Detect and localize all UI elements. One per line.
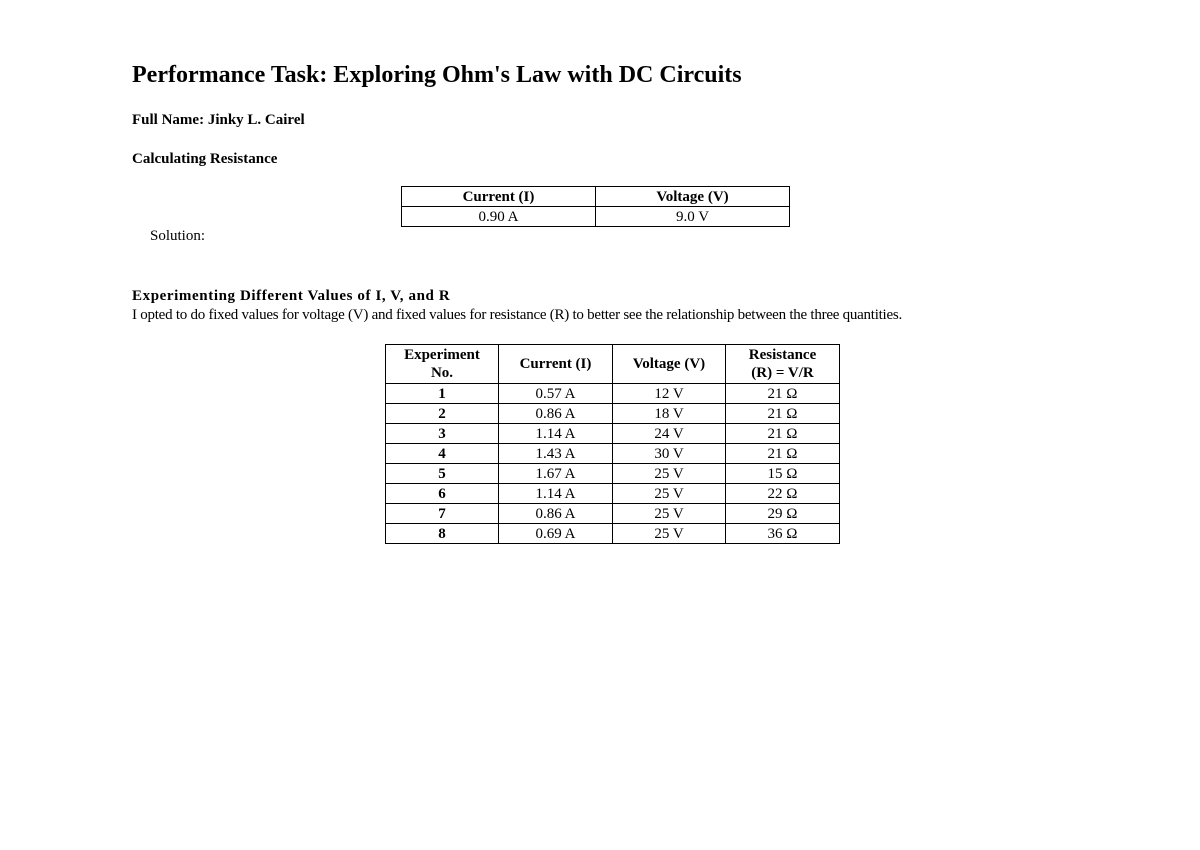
page-title: Performance Task: Exploring Ohm's Law with DC Circuits xyxy=(132,62,742,88)
experiment-number-cell: 7 xyxy=(386,504,499,524)
experiment-number-cell: 2 xyxy=(386,404,499,424)
table-row xyxy=(386,504,840,524)
table-header-experiment-no xyxy=(386,345,499,384)
resistance-input-table xyxy=(401,186,790,227)
table-row xyxy=(386,484,840,504)
header-line: Resistance xyxy=(748,347,817,363)
table-cell: 1.67 A xyxy=(499,464,613,484)
table-cell: 21 Ω xyxy=(726,444,840,464)
section-heading-calculating-resistance: Calculating Resistance xyxy=(132,151,278,167)
table-cell: 21 Ω xyxy=(726,404,840,424)
table-cell: 18 V xyxy=(613,404,726,424)
section-heading-experimenting: Experimenting Different Values of I, V, and R xyxy=(132,288,451,304)
table-row xyxy=(402,207,790,227)
table-header-row xyxy=(402,187,790,207)
experiment-number-cell: 3 xyxy=(386,424,499,444)
table-header-cell: Voltage (V) xyxy=(596,187,790,207)
experiment-table-body xyxy=(386,384,840,544)
table-cell: 12 V xyxy=(613,384,726,404)
experiment-number-cell: 1 xyxy=(386,384,499,404)
table-header-current: Current (I) xyxy=(499,345,613,384)
table-cell: 25 V xyxy=(613,484,726,504)
table-cell: 25 V xyxy=(613,464,726,484)
full-name: Full Name: Jinky L. Cairel xyxy=(132,112,305,128)
experiment-number-cell: 6 xyxy=(386,484,499,504)
solution-label: Solution: xyxy=(150,228,206,244)
table-row xyxy=(386,464,840,484)
table-cell: 0.57 A xyxy=(499,384,613,404)
header-line: No. xyxy=(430,365,454,381)
experiment-number-cell: 4 xyxy=(386,444,499,464)
table-row xyxy=(386,404,840,424)
table-cell: 1.43 A xyxy=(499,444,613,464)
experiment-table xyxy=(385,344,840,544)
section-description: I opted to do fixed values for voltage (V) and fixed values for resistance (R) to better see the relationship between the three quantities. xyxy=(132,307,902,323)
table-cell: 0.86 A xyxy=(499,504,613,524)
table-cell: 1.14 A xyxy=(499,424,613,444)
table-header-cell: Current (I) xyxy=(402,187,596,207)
table-row xyxy=(386,524,840,544)
table-header-row xyxy=(386,345,840,384)
table-cell: 29 Ω xyxy=(726,504,840,524)
table-cell: 1.14 A xyxy=(499,484,613,504)
table-cell: 24 V xyxy=(613,424,726,444)
table-cell: 15 Ω xyxy=(726,464,840,484)
table-cell: 0.90 A xyxy=(402,207,596,227)
table-row xyxy=(386,424,840,444)
table-header-voltage: Voltage (V) xyxy=(613,345,726,384)
table-cell: 22 Ω xyxy=(726,484,840,504)
table-cell: 0.69 A xyxy=(499,524,613,544)
table-cell: 30 V xyxy=(613,444,726,464)
table-cell: 9.0 V xyxy=(596,207,790,227)
experiment-number-cell: 8 xyxy=(386,524,499,544)
experiment-number-cell: 5 xyxy=(386,464,499,484)
table-cell: 25 V xyxy=(613,524,726,544)
table-cell: 21 Ω xyxy=(726,384,840,404)
header-line: (R) = V/R xyxy=(751,365,814,381)
header-line: Experiment xyxy=(404,347,480,363)
table-row xyxy=(386,384,840,404)
table-cell: 0.86 A xyxy=(499,404,613,424)
table-cell: 36 Ω xyxy=(726,524,840,544)
table-cell: 25 V xyxy=(613,504,726,524)
table-row xyxy=(386,444,840,464)
table-header-resistance xyxy=(726,345,840,384)
table-cell: 21 Ω xyxy=(726,424,840,444)
